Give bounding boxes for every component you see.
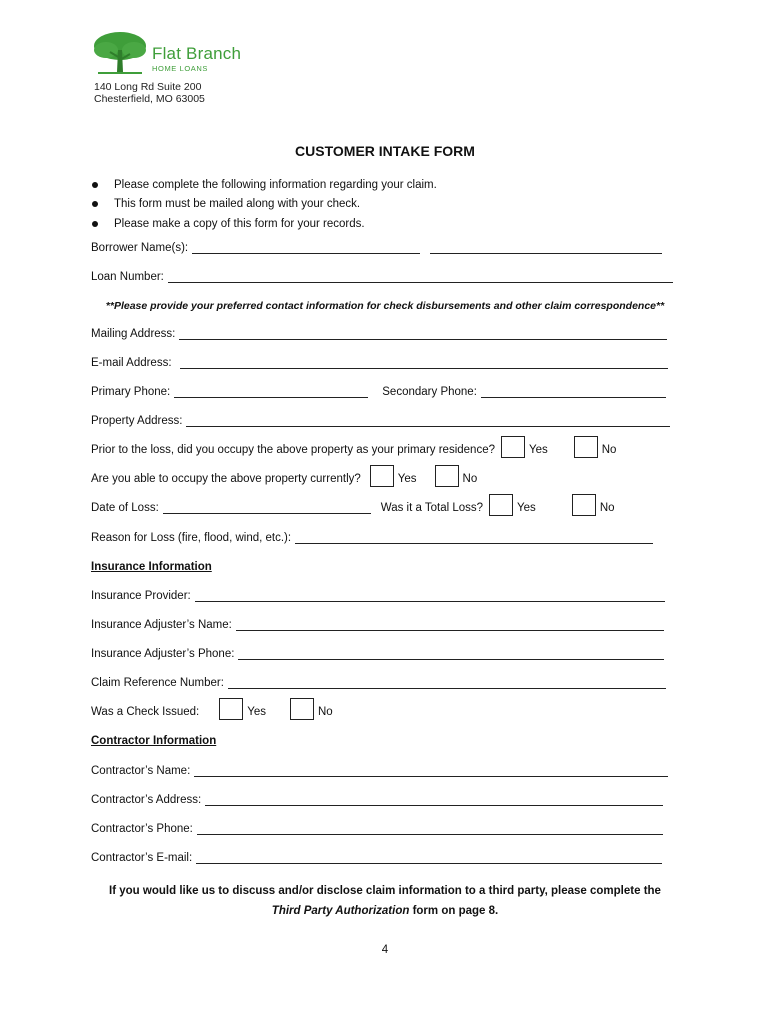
total-loss-label: Was it a Total Loss? <box>380 502 484 514</box>
occupy-prior-label: Prior to the loss, did you occupy the above property as your primary residence? <box>91 444 495 456</box>
contractor-email-field[interactable] <box>196 851 662 864</box>
address-line-1: 140 Long Rd Suite 200 <box>94 81 202 93</box>
contractor-phone-row <box>91 822 663 835</box>
contractor-phone-label: Contractor’s Phone: <box>91 823 193 835</box>
date-loss-row <box>91 494 615 516</box>
occupy-prior-row <box>91 436 616 458</box>
occupy-now-no-checkbox[interactable] <box>435 465 459 487</box>
contractor-address-field[interactable] <box>205 793 663 806</box>
contractor-email-row <box>91 851 662 864</box>
email-field[interactable] <box>180 356 668 369</box>
provider-row <box>91 589 665 602</box>
borrower-field-1[interactable] <box>192 241 420 254</box>
reason-label: Reason for Loss (fire, flood, wind, etc.): <box>91 532 292 544</box>
mailing-row <box>91 327 667 340</box>
company-address <box>94 81 205 105</box>
borrower-row <box>91 241 662 254</box>
contractor-name-field[interactable] <box>194 764 668 777</box>
email-label: E-mail Address: <box>91 357 172 369</box>
date-loss-field[interactable] <box>163 501 371 514</box>
adjuster-phone-label: Insurance Adjuster’s Phone: <box>91 648 235 660</box>
claim-reference-field[interactable] <box>228 676 666 689</box>
loan-row <box>91 270 673 283</box>
form-title: CUSTOMER INTAKE FORM <box>295 143 475 159</box>
check-label: Was a Check Issued: <box>91 706 200 718</box>
occupy-now-row <box>91 465 477 487</box>
tree-icon <box>92 30 148 76</box>
property-address-field[interactable] <box>186 414 670 427</box>
adjuster-name-row <box>91 618 664 631</box>
bullet-icon <box>92 221 98 227</box>
borrower-label: Borrower Name(s): <box>91 242 189 254</box>
occupy-now-yes-checkbox[interactable] <box>370 465 394 487</box>
no-label: No <box>318 706 333 718</box>
yes-label: Yes <box>528 444 548 456</box>
address-line-2: Chesterfield, MO 63005 <box>94 93 205 105</box>
page-number: 4 <box>381 944 389 956</box>
insurance-provider-field[interactable] <box>195 589 665 602</box>
reason-field[interactable] <box>295 531 653 544</box>
provider-label: Insurance Provider: <box>91 590 191 602</box>
footer-line-1: If you would like us to discuss and/or disclose claim information to a third party, please complete the <box>109 885 661 897</box>
loan-label: Loan Number: <box>91 271 164 283</box>
footer-line-2: Third Party Authorization form on page 8. <box>271 905 499 917</box>
instruction-list <box>91 175 437 234</box>
adjuster-phone-field[interactable] <box>238 647 664 660</box>
check-issued-row <box>91 698 333 720</box>
third-party-form-link: Third Party Authorization <box>271 905 410 917</box>
total-loss-no-checkbox[interactable] <box>572 494 596 516</box>
contractor-name-row <box>91 764 668 777</box>
mailing-address-field[interactable] <box>179 327 667 340</box>
yes-label: Yes <box>247 706 266 718</box>
list-item: Please make a copy of this form for your records. <box>91 214 437 234</box>
adjuster-name-label: Insurance Adjuster’s Name: <box>91 619 232 631</box>
contact-notice: **Please provide your preferred contact information for check disbursements and other claim correspondence** <box>105 300 665 312</box>
brand-name: Flat Branch <box>152 44 242 63</box>
bullet-icon <box>92 201 98 207</box>
occupy-now-label: Are you able to occupy the above property currently? <box>91 473 361 485</box>
no-label: No <box>601 444 617 456</box>
secondary-phone-field[interactable] <box>481 385 666 398</box>
adjuster-name-field[interactable] <box>236 618 664 631</box>
occupy-prior-no-checkbox[interactable] <box>574 436 598 458</box>
contractor-heading: Contractor Information <box>91 735 217 747</box>
check-no-checkbox[interactable] <box>290 698 314 720</box>
yes-label: Yes <box>397 473 417 485</box>
insurance-heading: Insurance Information <box>91 561 212 573</box>
yes-label: Yes <box>517 502 536 514</box>
claim-ref-label: Claim Reference Number: <box>91 677 224 689</box>
contractor-name-label: Contractor’s Name: <box>91 765 191 777</box>
borrower-field-2[interactable] <box>430 241 662 254</box>
reason-row <box>91 531 653 544</box>
adjuster-phone-row <box>91 647 664 660</box>
occupy-prior-yes-checkbox[interactable] <box>501 436 525 458</box>
secondary-phone-label: Secondary Phone: <box>382 386 477 398</box>
email-row <box>91 356 668 369</box>
list-item: Please complete the following information regarding your claim. <box>91 175 437 195</box>
check-yes-checkbox[interactable] <box>219 698 243 720</box>
contractor-email-label: Contractor’s E-mail: <box>91 852 193 864</box>
mailing-label: Mailing Address: <box>91 328 176 340</box>
contractor-address-row <box>91 793 663 806</box>
list-item: This form must be mailed along with your check. <box>91 195 437 215</box>
loan-number-field[interactable] <box>168 270 673 283</box>
no-label: No <box>462 473 478 485</box>
property-row <box>91 414 670 427</box>
total-loss-yes-checkbox[interactable] <box>489 494 513 516</box>
primary-phone-field[interactable] <box>174 385 368 398</box>
primary-phone-label: Primary Phone: <box>91 386 171 398</box>
claim-ref-row <box>91 676 666 689</box>
property-label: Property Address: <box>91 415 183 427</box>
contractor-phone-field[interactable] <box>197 822 663 835</box>
date-loss-label: Date of Loss: <box>91 502 159 514</box>
bullet-icon <box>92 182 98 188</box>
no-label: No <box>599 502 615 514</box>
brand-subtitle: HOME LOANS <box>152 64 209 73</box>
third-party-notice <box>0 881 770 921</box>
contractor-address-label: Contractor’s Address: <box>91 794 202 806</box>
phone-row <box>91 385 666 398</box>
